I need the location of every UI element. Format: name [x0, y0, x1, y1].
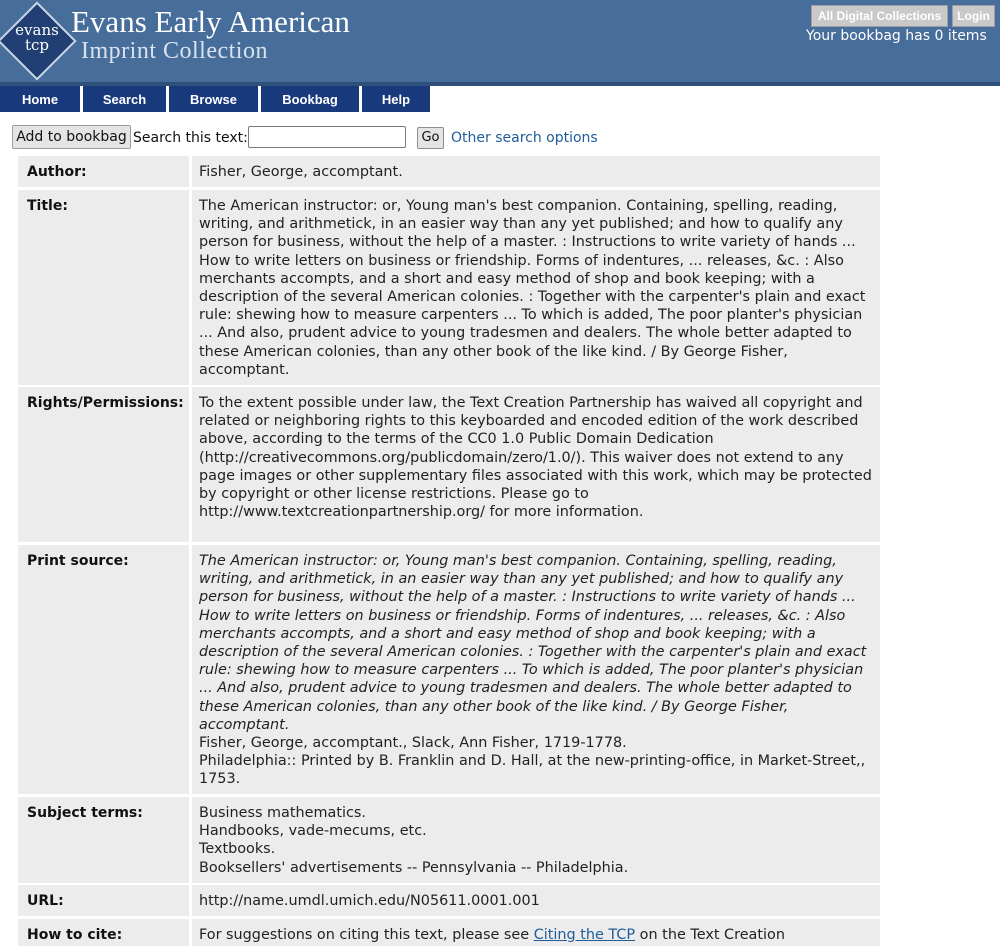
other-search-options-link[interactable]: Other search options: [451, 130, 598, 146]
search-text-input[interactable]: [248, 126, 406, 148]
print-source-value: [192, 545, 880, 794]
collection-subtitle[interactable]: Imprint Collection: [81, 38, 268, 64]
subject-term: Booksellers' advertisements -- Pennsylvania -- Philadelphia.: [199, 859, 629, 876]
nav-tab-home[interactable]: Home: [0, 86, 80, 112]
rights-row: [18, 387, 882, 543]
how-to-cite-label: How to cite:: [18, 919, 189, 946]
cite-text-before: For suggestions on citing this text, please see: [199, 927, 534, 943]
print-source-row: [18, 545, 882, 795]
subject-term: Handbooks, vade-mecums, etc.: [199, 823, 427, 840]
bookbag-status: Your bookbag has 0 items: [806, 28, 987, 44]
title-value: The American instructor: or, Young man's best companion. Containing, spelling, reading, writing, and arithmetick, in an easier way than any yet published; and how to qualify any person for business, without the help of a master. : Instructions to write variety of hands ... How to write letters on business or friendship. Forms of indentures, ... releases, &c. : Also merchants accompts, and a short and easy method of shop and book keeping; with a description of the several American colonies. : Together with the carpenter's plain and exact rule: shewing how to measure carpenters ... To which is added, The poor planter's physician ... And also, prudent advice to young tradesmen and dealers. The whole better adapted to these American colonies, than any other book of the like kind. / By George Fisher, accomptant.: [192, 190, 880, 385]
url-row: [18, 885, 882, 918]
nav-tab-search[interactable]: Search: [83, 86, 166, 112]
logo-line-1: evans: [15, 21, 59, 39]
rights-value: To the extent possible under law, the Text Creation Partnership has waived all copyright and related or neighboring rights to this keyboarded and encoded edition of the work described above, according to the terms of the CC0 1.0 Public Domain Dedication (http://creativecommons.org/publicdomain/zero/1.0/). This waiver does not extend to any page images or other supplementary files associated with this work, which may be protected by copyright or other license restrictions. Please go to http://www.textcreationpartnership.org/ for more information.: [192, 387, 880, 542]
title-row: [18, 190, 882, 386]
add-to-bookbag-button[interactable]: Add to bookbag: [12, 125, 131, 149]
citing-the-tcp-link[interactable]: Citing the TCP: [533, 927, 636, 943]
nav-tab-bookbag[interactable]: Bookbag: [261, 86, 359, 112]
print-source-title: The American instructor: or, Young man's best companion. Containing, spelling, reading, writing, and arithmetick, in an easier way than any yet published; and how to qualify any person for business, without the help of a master. : Instructions to write variety of hands ... How to write letters on business or friendship. Forms of indentures, ... releases, &c. : Also merchants accompts, and a short and easy method of shop and book keeping; with a description of the several American colonies. : Together with the carpenter's plain and exact rule: shewing how to measure carpenters ... To which is added, The poor planter's physician ... And also, prudent advice to young tradesmen and dealers. The whole better adapted to these American colonies, than any other book of the like kind. / By George Fisher, accomptant.: [199, 553, 867, 733]
nav-tab-browse[interactable]: Browse: [169, 86, 258, 112]
subject-terms-label: Subject terms:: [18, 797, 189, 883]
subject-terms-row: [18, 797, 882, 884]
author-value: Fisher, George, accomptant.: [192, 156, 880, 187]
url-label: URL:: [18, 885, 189, 916]
how-to-cite-row: [18, 919, 882, 946]
logo-line-2: tcp: [24, 36, 50, 54]
print-source-imprint: Philadelphia:: Printed by B. Franklin and D. Hall, at the new-printing-office, in Market-Street,, 1753.: [199, 753, 866, 788]
all-digital-collections-button[interactable]: All Digital Collections: [811, 5, 948, 27]
logo-text: [13, 23, 61, 53]
cite-text-after: on the Text Creation: [635, 927, 785, 943]
author-row: [18, 156, 882, 189]
collection-title[interactable]: Evans Early American: [71, 4, 350, 39]
print-source-label: Print source:: [18, 545, 189, 794]
url-value: http://name.umdl.umich.edu/N05611.0001.001: [192, 885, 880, 916]
author-label: Author:: [18, 156, 189, 187]
title-label: Title:: [18, 190, 189, 385]
go-button[interactable]: Go: [417, 127, 444, 149]
how-to-cite-value: [192, 919, 880, 946]
login-button[interactable]: Login: [952, 5, 995, 27]
search-text-label: Search this text:: [133, 130, 248, 146]
nav-tab-help[interactable]: Help: [362, 86, 430, 112]
rights-label: Rights/Permissions:: [18, 387, 189, 542]
subject-term: Textbooks.: [199, 841, 276, 858]
subject-term: Business mathematics.: [199, 805, 366, 821]
print-source-authors: Fisher, George, accomptant., Slack, Ann Fisher, 1719-1778.: [199, 735, 627, 752]
subject-terms-value: [192, 797, 880, 883]
